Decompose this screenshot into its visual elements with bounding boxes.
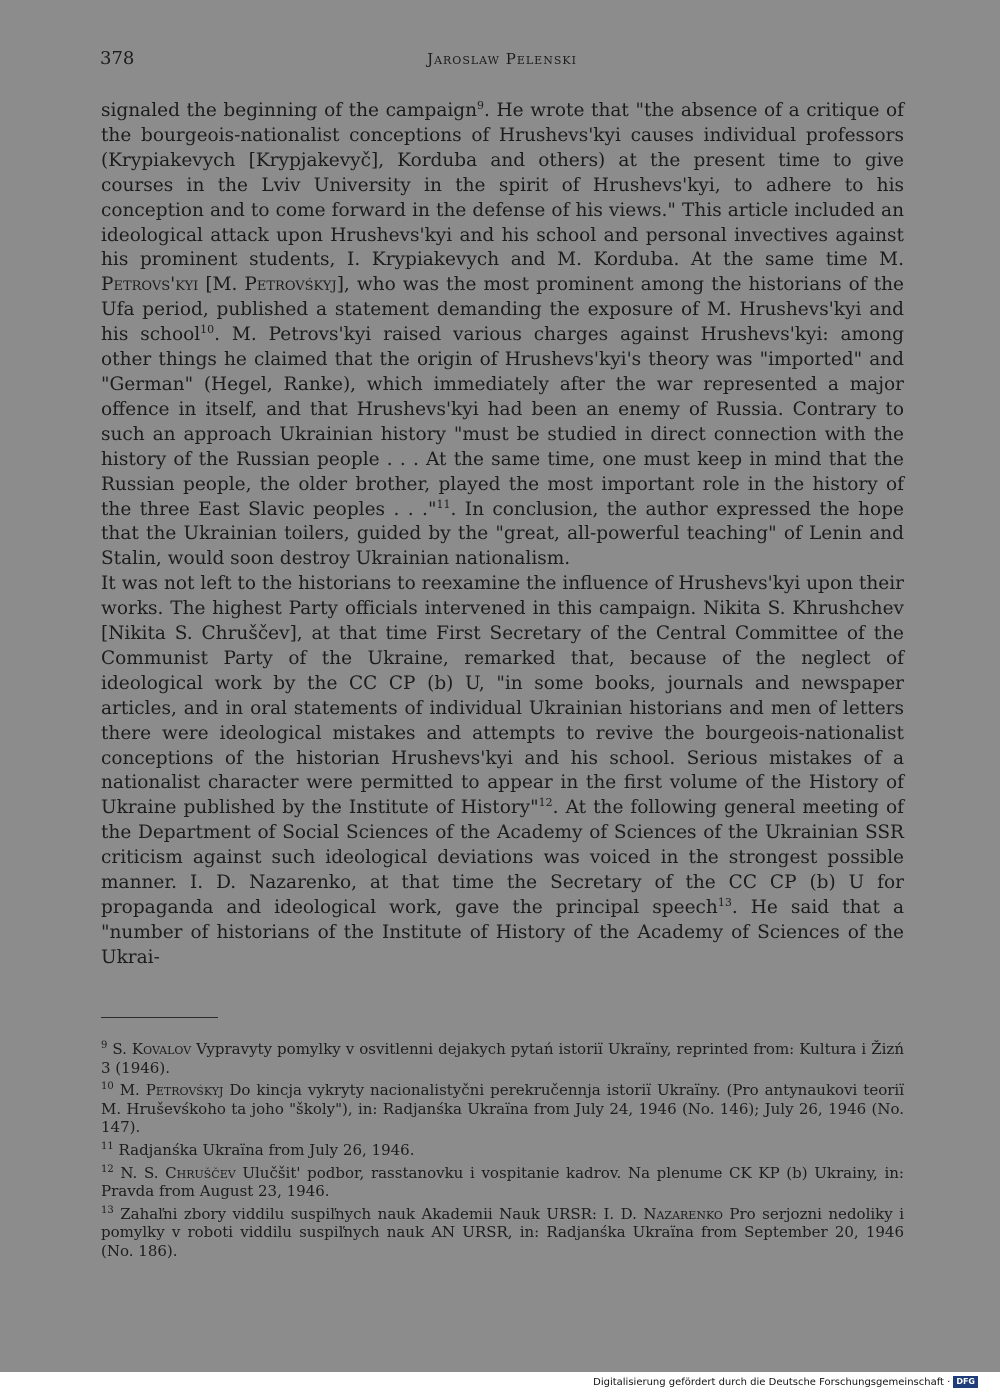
footnote-number: 12 (101, 1163, 114, 1175)
text-run: [M. (198, 274, 245, 296)
running-head: Jaroslaw Pelenski (427, 50, 577, 68)
footnote-number: 13 (101, 1204, 114, 1216)
footnote-number: 11 (101, 1140, 114, 1152)
footnote-text: Pro serjozni nedoliky i pomylky v roboti viddilu suspiľnych nauk AN URSR, in: Radjanśka Ukraïna from September 20, 1946 (No. 186). (101, 1204, 904, 1260)
text-run: . He said that a "number of historians of the Institute of History of the Academy of Sciences of the Ukrai- (101, 897, 904, 968)
dfg-logo: DFG (953, 1376, 978, 1388)
credit-text: Digitalisierung gefördert durch die Deutsche Forschungsgemeinschaft · (593, 1376, 951, 1388)
footnote-ref-11: 11 (436, 497, 451, 511)
footnote-text: Ulučšit' podbor, rasstanovku i vospitanie kadrov. Na plenume CK KP (b) Ukrainy, in: Pravda from August 23, 1946. (101, 1163, 904, 1201)
footnote-text: Do kincja vykryty nacionalistyčni perekručennja istoriï Ukraïny. (Pro antynaukovi teoriï M. Hruševśkoho ta joho "školy"), in: Radjanśka Ukraïna from July 24, 1946 (No. 146); July 26, 1946 (No. 147). (101, 1081, 904, 1137)
text-run: . At the following general meeting of the Department of Social Sciences of the Academy of Sciences of the Ukrainian SSR criticism against such ideological deviations was voiced in the strongest possible manner. I. D. Nazarenko, at that time the Secretary of the CC CP (b) U for propaganda and ideological work, gave the principal speech (101, 797, 905, 918)
author-name: Petrovs'kyi (101, 274, 199, 296)
funding-credit (593, 1376, 978, 1388)
footnote-ref-13: 13 (717, 895, 732, 909)
footnote-11 (101, 1141, 904, 1160)
footnote-text: Vypravyty pomylky v osvitlenni dejakych pytań istoriï Ukraïny, reprinted from: Kultura i Žizń 3 (1946). (101, 1040, 904, 1077)
footnote-13 (101, 1205, 904, 1261)
footnotes (101, 1040, 904, 1265)
footnote-text: Zahaľni zbory viddilu suspiľnych nauk Akademii Nauk URSR: I. D. (113, 1204, 644, 1223)
main-text (101, 99, 904, 971)
footnote-9 (101, 1040, 904, 1077)
page-header (100, 48, 904, 78)
footnote-text: Radjanśka Ukraïna from July 26, 1946. (113, 1140, 415, 1159)
footnote-12 (101, 1164, 904, 1201)
page-number: 378 (100, 48, 135, 69)
text-run: . In conclusion, the author expressed the hope that the Ukrainian toilers, guided by the "great, all-powerful teaching" of Lenin and Stalin, would soon destroy Ukrainian nationalism. (101, 498, 904, 570)
author-name: Petrovśkyj (244, 274, 337, 296)
footnote-author: N. S. Chruščev (120, 1163, 236, 1182)
footnote-ref-10: 10 (200, 323, 215, 336)
footnote-divider (101, 1017, 218, 1018)
footnote-ref-12: 12 (538, 796, 553, 810)
text-run: ], who was the most prominent among the historians of the Ufa period, published a statement demanding the exposure of M. Hrushevs'kyi and his school (101, 274, 904, 346)
text-run: signaled the beginning of the campaign (101, 100, 478, 121)
footnote-number: 9 (101, 1040, 108, 1051)
paragraph-2 (101, 572, 904, 971)
paragraph-1 (101, 99, 904, 572)
footnote-author: Nazarenko (643, 1204, 723, 1223)
text-run: It was not left to the historians to reexamine the influence of Hrushevs'kyi upon their works. The highest Party officials intervened in this campaign. Nikita S. Khrushchev [Nikita S. Chruščev], at that time First Secretary of the Central Committee of the Communist Party of the Ukraine, remarked that, because of the neglect of ideological work by the CC CP (b) U, "in some books, journals and newspaper articles, and in oral statements of individual Ukrainian historians and men of letters there were ideological mistakes and attempts to revive the bourgeois-nationalist conceptions of the historian Hrushevs'kyi and his school. Serious mistakes of a nationalist character were permitted to appear in the first volume of the History of Ukraine published by the Institute of History" (101, 573, 904, 819)
text-run: . He wrote that "the absence of a critique of the bourgeois-nationalist conceptions of Hrushevs'kyi causes individual professors (Krypiakevych [Krypjakevyč], Korduba and others) at the present time to give courses in the Lviv University in the spirit of Hrushevs'kyi, to adhere to his conception and to come forward in the defense of his views." This article included an ideological attack upon Hrushevs'kyi and his school and personal invectives against his prominent students, I. Krypiakevych and M. Korduba. At the same time M. (101, 100, 904, 271)
footnote-author: M. Petrovśkyj (119, 1081, 224, 1100)
footnote-number: 10 (101, 1081, 114, 1093)
footnote-10 (101, 1081, 904, 1137)
text-run: . M. Petrovs'kyi raised various charges against Hrushevs'kyi: among other things he claimed that the origin of Hrushevs'kyi's theory was "imported" and "German" (Hegel, Ranke), which immediately after the war represented a major offence in itself, and that Hrushevs'kyi had been an enemy of Russia. Contrary to such an approach Ukrainian history "must be studied in direct connection with the history of the Russian people . . . At the same time, one must keep in mind that the Russian people, the older brother, played the most important role in the history of the three East Slavic peoples . . ." (101, 324, 904, 520)
footnote-ref-9: 9 (477, 98, 485, 112)
footnote-author: S. Kovalov (112, 1040, 192, 1058)
